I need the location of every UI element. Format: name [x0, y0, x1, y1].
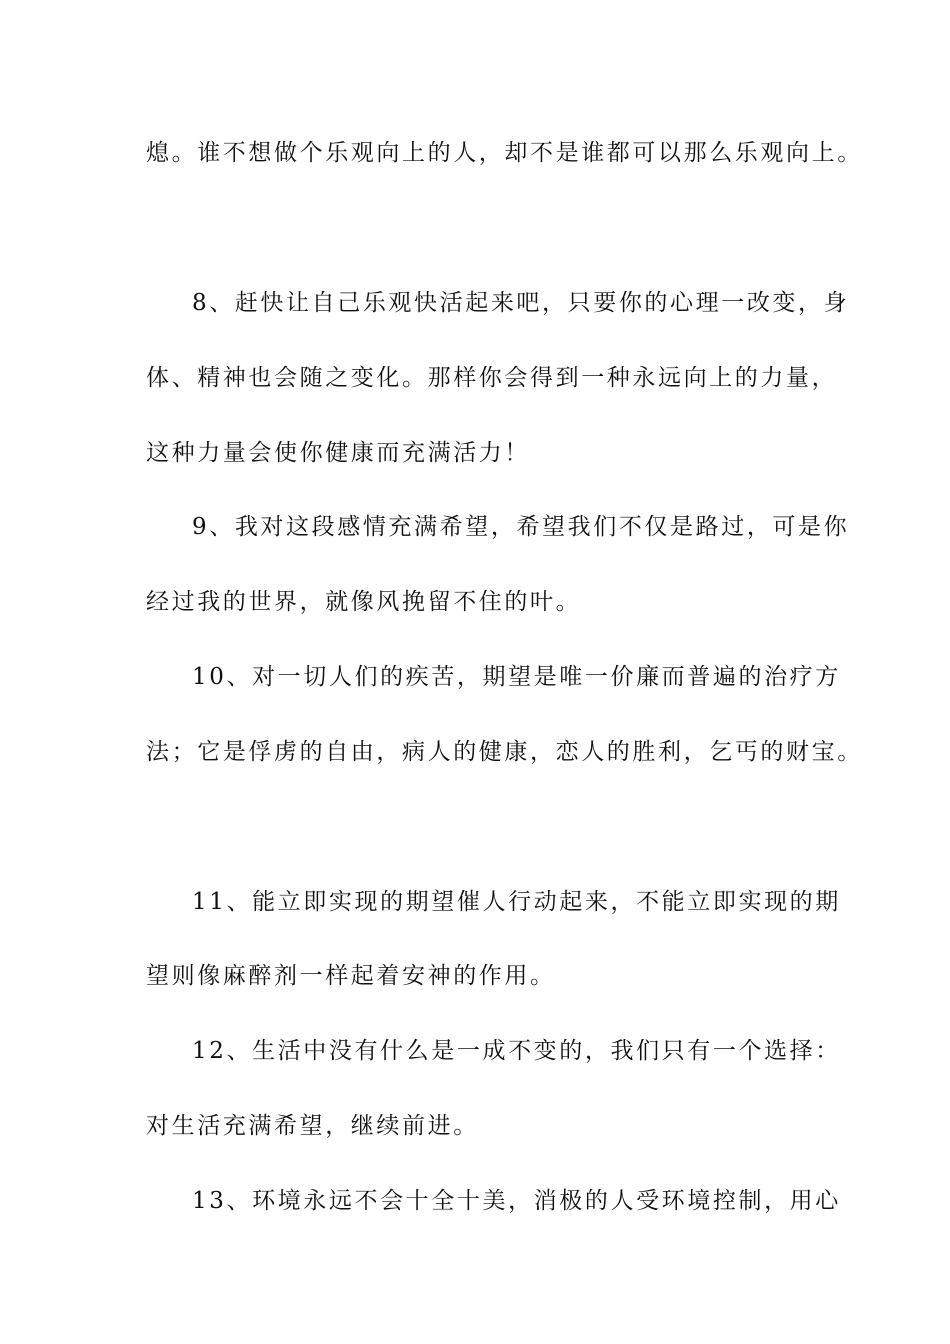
text-line-10: 望则像麻醉剂一样起着安神的作用。 [146, 963, 556, 989]
text-line-12: 对生活充满希望，继续前进。 [146, 1113, 479, 1139]
text-line-6: 经过我的世界，就像风挽留不住的叶。 [146, 589, 582, 615]
text-line-1: 熄。谁不想做个乐观向上的人，却不是谁都可以那么乐观向上。 [146, 140, 863, 166]
text-line-5: 9、我对这段感情充满希望，希望我们不仅是路过，可是你 [192, 514, 850, 540]
text-line-13: 13、环境永远不会十全十美，消极的人受环境控制，用心 [192, 1188, 841, 1214]
text-line-4: 这种力量会使你健康而充满活力！ [146, 440, 530, 466]
text-line-11: 12、生活中没有什么是一成不变的，我们只有一个选择： [192, 1038, 841, 1064]
text-line-3: 体、精神也会随之变化。那样你会得到一种永远向上的力量， [146, 365, 838, 391]
text-line-7: 10、对一切人们的疾苦，期望是唯一价廉而普遍的治疗方 [192, 664, 841, 690]
text-line-8: 法；它是俘虏的自由，病人的健康，恋人的胜利，乞丐的财宝。 [146, 739, 863, 765]
text-line-9: 11、能立即实现的期望催人行动起来，不能立即实现的期 [192, 889, 841, 915]
text-line-2: 8、赶快让自己乐观快活起来吧，只要你的心理一改变，身 [192, 290, 850, 316]
